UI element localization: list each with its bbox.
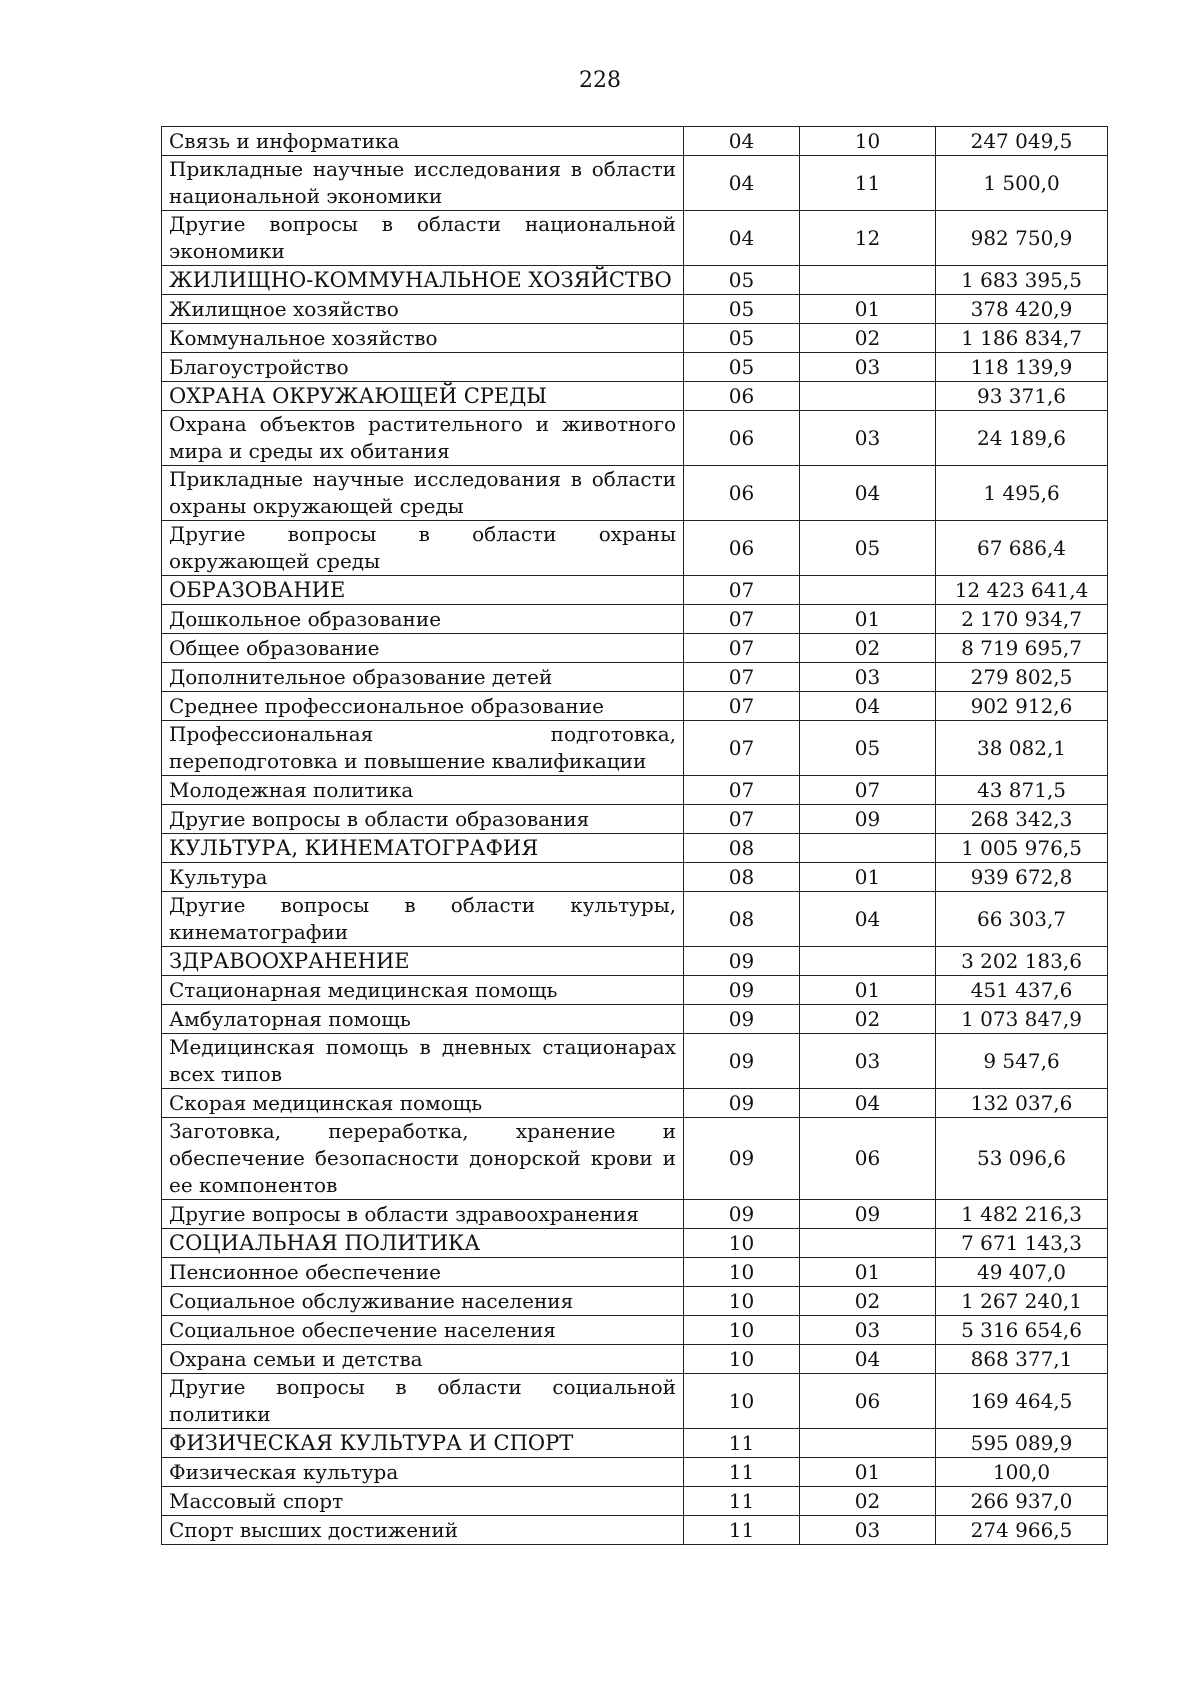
row-section-code-cell: 09 (684, 1034, 800, 1089)
row-name-cell: Охрана объектов растительного и животного мира и среды их обитания (162, 411, 684, 466)
row-amount-cell: 868 377,1 (936, 1345, 1108, 1374)
row-amount-cell: 8 719 695,7 (936, 634, 1108, 663)
row-amount-cell: 118 139,9 (936, 353, 1108, 382)
table-row (162, 1316, 1108, 1345)
table-row (162, 721, 1108, 776)
row-amount-cell: 268 342,3 (936, 805, 1108, 834)
row-name-cell: ФИЗИЧЕСКАЯ КУЛЬТУРА И СПОРТ (162, 1429, 684, 1458)
row-name-cell: Дошкольное образование (162, 605, 684, 634)
row-amount-cell: 5 316 654,6 (936, 1316, 1108, 1345)
row-amount-cell: 7 671 143,3 (936, 1229, 1108, 1258)
table-row (162, 411, 1108, 466)
row-subsection-code-cell: 12 (800, 211, 936, 266)
section-row (162, 1229, 1108, 1258)
row-section-code-cell: 08 (684, 863, 800, 892)
row-section-code-cell: 04 (684, 156, 800, 211)
table-row (162, 324, 1108, 353)
row-name-cell: Пенсионное обеспечение (162, 1258, 684, 1287)
budget-table-body (162, 127, 1108, 1545)
row-amount-cell: 1 683 395,5 (936, 266, 1108, 295)
row-amount-cell: 93 371,6 (936, 382, 1108, 411)
row-section-code-cell: 04 (684, 127, 800, 156)
row-amount-cell: 100,0 (936, 1458, 1108, 1487)
table-row (162, 1516, 1108, 1545)
row-subsection-code-cell: 01 (800, 1458, 936, 1487)
row-section-code-cell: 10 (684, 1258, 800, 1287)
table-row (162, 634, 1108, 663)
row-section-code-cell: 07 (684, 605, 800, 634)
table-row (162, 605, 1108, 634)
row-subsection-code-cell (800, 1229, 936, 1258)
row-section-code-cell: 07 (684, 663, 800, 692)
table-row (162, 1458, 1108, 1487)
row-name-cell: Прикладные научные исследования в области национальной экономики (162, 156, 684, 211)
row-name-cell: Молодежная политика (162, 776, 684, 805)
table-row (162, 1374, 1108, 1429)
row-section-code-cell: 07 (684, 805, 800, 834)
row-subsection-code-cell: 03 (800, 1316, 936, 1345)
budget-table (161, 126, 1108, 1545)
row-amount-cell: 12 423 641,4 (936, 576, 1108, 605)
section-row (162, 576, 1108, 605)
row-amount-cell: 595 089,9 (936, 1429, 1108, 1458)
row-subsection-code-cell (800, 947, 936, 976)
row-section-code-cell: 09 (684, 1089, 800, 1118)
row-amount-cell: 274 966,5 (936, 1516, 1108, 1545)
section-row (162, 1429, 1108, 1458)
row-name-cell: Медицинская помощь в дневных стационарах всех типов (162, 1034, 684, 1089)
row-name-cell: Другие вопросы в области здравоохранения (162, 1200, 684, 1229)
table-row (162, 976, 1108, 1005)
row-amount-cell: 1 495,6 (936, 466, 1108, 521)
row-subsection-code-cell: 02 (800, 1487, 936, 1516)
row-amount-cell: 38 082,1 (936, 721, 1108, 776)
row-subsection-code-cell: 06 (800, 1374, 936, 1429)
row-amount-cell: 1 005 976,5 (936, 834, 1108, 863)
table-row (162, 1005, 1108, 1034)
table-row (162, 692, 1108, 721)
row-name-cell: Заготовка, переработка, хранение и обеспечение безопасности донорской крови и ее компонентов (162, 1118, 684, 1200)
row-subsection-code-cell: 01 (800, 295, 936, 324)
table-row (162, 127, 1108, 156)
row-section-code-cell: 08 (684, 834, 800, 863)
row-subsection-code-cell: 03 (800, 1516, 936, 1545)
row-section-code-cell: 04 (684, 211, 800, 266)
row-section-code-cell: 07 (684, 721, 800, 776)
row-subsection-code-cell: 09 (800, 1200, 936, 1229)
section-row (162, 834, 1108, 863)
row-amount-cell: 982 750,9 (936, 211, 1108, 266)
row-name-cell: СОЦИАЛЬНАЯ ПОЛИТИКА (162, 1229, 684, 1258)
row-amount-cell: 2 170 934,7 (936, 605, 1108, 634)
row-name-cell: Профессиональная подготовка, переподготовка и повышение квалификации (162, 721, 684, 776)
row-amount-cell: 67 686,4 (936, 521, 1108, 576)
row-amount-cell: 49 407,0 (936, 1258, 1108, 1287)
row-subsection-code-cell (800, 834, 936, 863)
row-section-code-cell: 09 (684, 1005, 800, 1034)
row-amount-cell: 902 912,6 (936, 692, 1108, 721)
row-amount-cell: 3 202 183,6 (936, 947, 1108, 976)
row-amount-cell: 1 267 240,1 (936, 1287, 1108, 1316)
row-name-cell: Другие вопросы в области социальной политики (162, 1374, 684, 1429)
row-section-code-cell: 07 (684, 776, 800, 805)
row-section-code-cell: 05 (684, 266, 800, 295)
row-amount-cell: 247 049,5 (936, 127, 1108, 156)
table-row (162, 863, 1108, 892)
row-name-cell: Дополнительное образование детей (162, 663, 684, 692)
row-amount-cell: 132 037,6 (936, 1089, 1108, 1118)
row-section-code-cell: 11 (684, 1458, 800, 1487)
row-subsection-code-cell: 04 (800, 892, 936, 947)
row-section-code-cell: 07 (684, 576, 800, 605)
row-section-code-cell: 05 (684, 353, 800, 382)
row-name-cell: Амбулаторная помощь (162, 1005, 684, 1034)
row-subsection-code-cell: 03 (800, 663, 936, 692)
row-name-cell: Прикладные научные исследования в области охраны окружающей среды (162, 466, 684, 521)
row-subsection-code-cell: 06 (800, 1118, 936, 1200)
row-subsection-code-cell (800, 266, 936, 295)
row-amount-cell: 43 871,5 (936, 776, 1108, 805)
row-subsection-code-cell: 11 (800, 156, 936, 211)
table-row (162, 805, 1108, 834)
page-number: 228 (579, 68, 621, 93)
row-name-cell: Другие вопросы в области образования (162, 805, 684, 834)
row-section-code-cell: 11 (684, 1487, 800, 1516)
table-row (162, 1258, 1108, 1287)
row-subsection-code-cell: 03 (800, 353, 936, 382)
row-section-code-cell: 07 (684, 634, 800, 663)
row-name-cell: Общее образование (162, 634, 684, 663)
row-amount-cell: 451 437,6 (936, 976, 1108, 1005)
row-amount-cell: 1 500,0 (936, 156, 1108, 211)
row-section-code-cell: 09 (684, 1200, 800, 1229)
row-subsection-code-cell: 01 (800, 976, 936, 1005)
section-row (162, 382, 1108, 411)
row-name-cell: ОХРАНА ОКРУЖАЮЩЕЙ СРЕДЫ (162, 382, 684, 411)
row-name-cell: Другие вопросы в области национальной экономики (162, 211, 684, 266)
row-section-code-cell: 09 (684, 976, 800, 1005)
row-subsection-code-cell: 03 (800, 1034, 936, 1089)
row-amount-cell: 378 420,9 (936, 295, 1108, 324)
row-subsection-code-cell (800, 1429, 936, 1458)
row-name-cell: Социальное обслуживание населения (162, 1287, 684, 1316)
row-name-cell: Спорт высших достижений (162, 1516, 684, 1545)
row-name-cell: Массовый спорт (162, 1487, 684, 1516)
row-section-code-cell: 10 (684, 1287, 800, 1316)
section-row (162, 266, 1108, 295)
row-section-code-cell: 07 (684, 692, 800, 721)
row-section-code-cell: 06 (684, 521, 800, 576)
row-name-cell: Связь и информатика (162, 127, 684, 156)
row-section-code-cell: 06 (684, 411, 800, 466)
row-name-cell: Социальное обеспечение населения (162, 1316, 684, 1345)
row-section-code-cell: 09 (684, 1118, 800, 1200)
row-amount-cell: 1 186 834,7 (936, 324, 1108, 353)
row-name-cell: Жилищное хозяйство (162, 295, 684, 324)
row-section-code-cell: 10 (684, 1374, 800, 1429)
table-row (162, 353, 1108, 382)
row-amount-cell: 24 189,6 (936, 411, 1108, 466)
row-section-code-cell: 05 (684, 324, 800, 353)
row-name-cell: Среднее профессиональное образование (162, 692, 684, 721)
row-section-code-cell: 10 (684, 1316, 800, 1345)
table-row (162, 1089, 1108, 1118)
row-name-cell: ЗДРАВООХРАНЕНИЕ (162, 947, 684, 976)
section-row (162, 947, 1108, 976)
row-amount-cell: 1 482 216,3 (936, 1200, 1108, 1229)
row-name-cell: ОБРАЗОВАНИЕ (162, 576, 684, 605)
row-amount-cell: 9 547,6 (936, 1034, 1108, 1089)
table-row (162, 776, 1108, 805)
row-name-cell: Охрана семьи и детства (162, 1345, 684, 1374)
row-name-cell: Культура (162, 863, 684, 892)
row-subsection-code-cell: 02 (800, 634, 936, 663)
row-subsection-code-cell: 04 (800, 692, 936, 721)
table-row (162, 1034, 1108, 1089)
row-section-code-cell: 05 (684, 295, 800, 324)
table-row (162, 1487, 1108, 1516)
row-subsection-code-cell: 05 (800, 521, 936, 576)
row-amount-cell: 169 464,5 (936, 1374, 1108, 1429)
table-row (162, 211, 1108, 266)
row-subsection-code-cell: 07 (800, 776, 936, 805)
table-row (162, 1118, 1108, 1200)
table-row (162, 1287, 1108, 1316)
row-section-code-cell: 06 (684, 466, 800, 521)
row-name-cell: Другие вопросы в области охраны окружающей среды (162, 521, 684, 576)
row-amount-cell: 1 073 847,9 (936, 1005, 1108, 1034)
row-section-code-cell: 11 (684, 1429, 800, 1458)
row-subsection-code-cell: 04 (800, 466, 936, 521)
row-subsection-code-cell: 01 (800, 1258, 936, 1287)
table-row (162, 156, 1108, 211)
row-subsection-code-cell: 01 (800, 605, 936, 634)
row-name-cell: Стационарная медицинская помощь (162, 976, 684, 1005)
row-section-code-cell: 11 (684, 1516, 800, 1545)
table-row (162, 295, 1108, 324)
row-amount-cell: 66 303,7 (936, 892, 1108, 947)
row-section-code-cell: 08 (684, 892, 800, 947)
row-subsection-code-cell (800, 576, 936, 605)
table-row (162, 1200, 1108, 1229)
row-subsection-code-cell: 02 (800, 324, 936, 353)
row-subsection-code-cell: 02 (800, 1005, 936, 1034)
row-section-code-cell: 10 (684, 1345, 800, 1374)
row-subsection-code-cell: 10 (800, 127, 936, 156)
row-name-cell: КУЛЬТУРА, КИНЕМАТОГРАФИЯ (162, 834, 684, 863)
table-row (162, 466, 1108, 521)
row-amount-cell: 53 096,6 (936, 1118, 1108, 1200)
row-amount-cell: 266 937,0 (936, 1487, 1108, 1516)
row-section-code-cell: 09 (684, 947, 800, 976)
row-subsection-code-cell: 03 (800, 411, 936, 466)
row-name-cell: Коммунальное хозяйство (162, 324, 684, 353)
row-name-cell: Другие вопросы в области культуры, кинематографии (162, 892, 684, 947)
row-subsection-code-cell: 04 (800, 1345, 936, 1374)
row-name-cell: Благоустройство (162, 353, 684, 382)
row-subsection-code-cell: 04 (800, 1089, 936, 1118)
row-subsection-code-cell (800, 382, 936, 411)
row-subsection-code-cell: 02 (800, 1287, 936, 1316)
row-section-code-cell: 06 (684, 382, 800, 411)
row-subsection-code-cell: 05 (800, 721, 936, 776)
row-amount-cell: 279 802,5 (936, 663, 1108, 692)
row-subsection-code-cell: 09 (800, 805, 936, 834)
row-name-cell: Физическая культура (162, 1458, 684, 1487)
row-subsection-code-cell: 01 (800, 863, 936, 892)
table-row (162, 663, 1108, 692)
table-row (162, 892, 1108, 947)
row-section-code-cell: 10 (684, 1229, 800, 1258)
row-name-cell: Скорая медицинская помощь (162, 1089, 684, 1118)
row-name-cell: ЖИЛИЩНО-КОММУНАЛЬНОЕ ХОЗЯЙСТВО (162, 266, 684, 295)
table-row (162, 521, 1108, 576)
row-amount-cell: 939 672,8 (936, 863, 1108, 892)
table-row (162, 1345, 1108, 1374)
